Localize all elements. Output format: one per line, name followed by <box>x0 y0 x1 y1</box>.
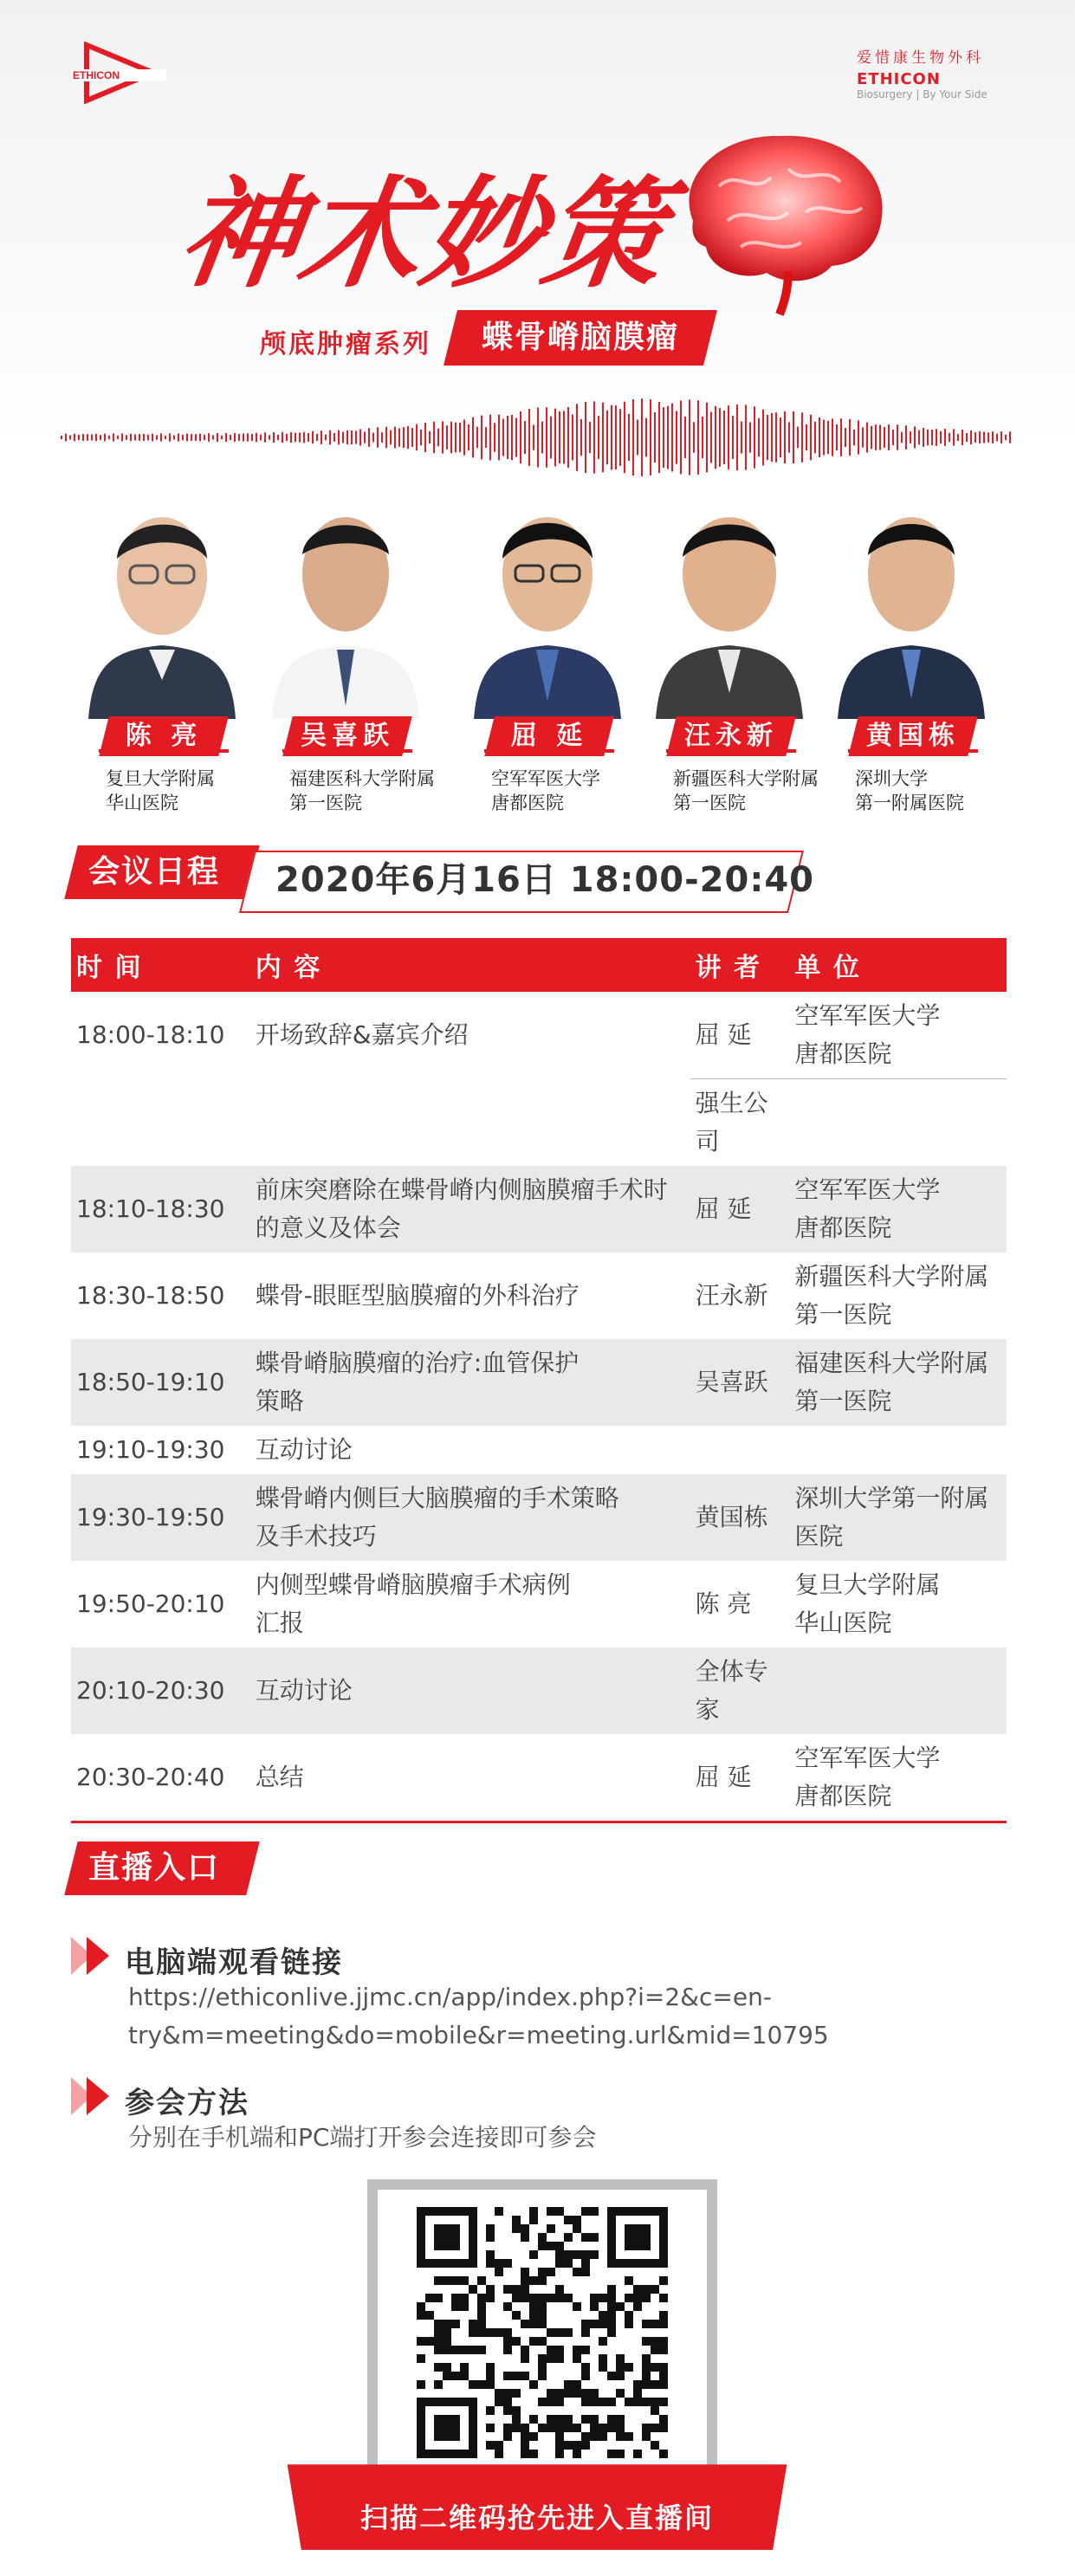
cell-speaker: 吴喜跃 <box>690 1339 790 1426</box>
speaker-card <box>457 472 638 814</box>
speakers-row <box>71 472 1007 814</box>
table-row <box>71 1734 1007 1822</box>
ethicon-logo-text: ETHICON <box>73 69 120 81</box>
double-arrow-icon <box>71 2077 116 2115</box>
speaker-name: 吴喜跃 <box>301 721 394 751</box>
live-label: 直播入口 <box>88 1850 221 1886</box>
cell-unit <box>789 1426 1007 1474</box>
series-label: 颅底肿瘤系列 <box>260 329 431 359</box>
speaker-affiliation: 唐都医院 <box>491 793 564 813</box>
cell-time <box>71 1079 250 1167</box>
cell-unit: 空军军医大学 唐都医院 <box>789 1166 1007 1252</box>
speaker-affiliation: 第一附属医院 <box>855 793 964 813</box>
cell-speaker: 屈 延 <box>690 1734 790 1822</box>
cell-unit <box>789 1647 1007 1734</box>
brand-sub2: By Your Side <box>923 88 988 100</box>
brand-sub1: Biosurgery <box>857 88 913 100</box>
pc-link-url[interactable] <box>128 1978 994 2055</box>
brain-icon <box>658 117 901 316</box>
cell-content: 内侧型蝶骨嵴脑膜瘤手术病例 汇报 <box>255 1570 571 1637</box>
cell-content: 蝶骨-眼眶型脑膜瘤的外科治疗 <box>255 1281 580 1310</box>
header-unit: 单 位 <box>789 938 1007 992</box>
cell-content: 互动讨论 <box>255 1435 353 1464</box>
speaker-affiliation: 华山医院 <box>106 793 178 813</box>
speaker-portrait <box>647 472 812 719</box>
cell-content: 前床突磨除在蝶骨嵴内侧脑膜瘤手术时的意义及体会 <box>250 1166 690 1252</box>
qr-banner <box>295 2465 780 2552</box>
cell-time: 20:10-20:30 <box>71 1647 250 1734</box>
agenda-table <box>71 938 1007 1823</box>
agenda-date: 2020年6月16日 18:00-20:40 <box>275 860 814 900</box>
agenda-label: 会议日程 <box>88 854 221 890</box>
table-row <box>71 1079 1007 1167</box>
brain-illustration <box>658 117 901 316</box>
topic-label: 蝶骨嵴脑膜瘤 <box>481 320 679 355</box>
speaker-affiliation: 第一医院 <box>673 793 746 813</box>
cell-content <box>250 1079 690 1167</box>
speaker-portrait <box>80 472 244 719</box>
cell-content: 总结 <box>250 1734 690 1822</box>
pc-link-title: 电脑端观看链接 <box>125 1945 343 1980</box>
speaker-affiliation: 新疆医科大学附属 <box>673 768 819 789</box>
cell-unit: 空军军医大学 唐都医院 <box>794 1001 941 1068</box>
speaker-card <box>255 472 437 814</box>
speaker-card <box>71 472 253 814</box>
cell-unit: 福建医科大学附属 第一医院 <box>789 1339 1007 1426</box>
table-row <box>71 1426 1007 1474</box>
cell-time: 18:30-18:50 <box>76 1281 225 1310</box>
speaker-affiliation: 复旦大学附属 <box>106 768 215 789</box>
cell-content: 蝶骨嵴内侧巨大脑膜瘤的手术策略 及手术技巧 <box>250 1474 690 1561</box>
ethicon-logo-left <box>71 38 166 107</box>
wave-icon <box>61 394 1013 481</box>
brand-en: ETHICON <box>857 70 941 88</box>
table-row <box>71 992 1007 1079</box>
speaker-affiliation: 深圳大学 <box>855 768 928 789</box>
live-tag <box>71 1841 253 1895</box>
pc-link-url-line[interactable]: try&m=meeting&do=mobile&r=meeting.url&mid=10795 <box>128 2021 829 2049</box>
table-row <box>71 1339 1007 1426</box>
table-row <box>71 1561 1007 1647</box>
pc-link-section <box>71 1937 116 1978</box>
table-row <box>71 1252 1007 1339</box>
speaker-affiliation: 第一医院 <box>289 793 362 813</box>
agenda-body <box>71 992 1007 1822</box>
ethicon-biosurgery-logo: 爱惜康生物外科 ETHICON Biosurgery | By Your Side <box>857 45 1021 100</box>
ethicon-play-icon <box>71 38 166 107</box>
speaker-card <box>638 472 820 814</box>
cell-speaker: 汪永新 <box>695 1281 768 1310</box>
brand-cn: 爱惜康生物外科 <box>857 49 984 67</box>
speaker-portrait <box>465 472 630 719</box>
table-row <box>71 1647 1007 1734</box>
speaker-card <box>820 472 1002 814</box>
cell-unit: 空军军医大学 唐都医院 <box>789 1734 1007 1822</box>
cell-time: 18:00-18:10 <box>76 1020 225 1050</box>
join-text: 分别在手机端和PC端打开参会连接即可参会 <box>128 2123 597 2152</box>
table-header-row <box>71 938 1007 992</box>
cell-time: 20:30-20:40 <box>71 1734 250 1822</box>
cell-unit: 新疆医科大学附属 第一医院 <box>794 1262 989 1329</box>
header-time: 时 间 <box>71 938 250 992</box>
cell-content: 蝶骨嵴脑膜瘤的治疗:血管保护 策略 <box>250 1339 690 1426</box>
qr-code-frame[interactable] <box>367 2179 717 2486</box>
sound-wave-decoration <box>61 394 1013 481</box>
cell-time: 19:50-20:10 <box>76 1589 225 1618</box>
speaker-name: 黄国栋 <box>866 721 960 751</box>
header-content: 内 容 <box>250 938 690 992</box>
cell-speaker: 强生公司 <box>690 1079 790 1167</box>
cell-unit <box>789 1079 1007 1167</box>
speaker-name: 屈 延 <box>510 721 588 751</box>
cell-speaker: 全体专家 <box>690 1647 790 1734</box>
table-row <box>71 1474 1007 1561</box>
cell-time: 19:30-19:50 <box>71 1474 250 1561</box>
poster-title: 神术妙策 <box>171 163 676 304</box>
cell-time: 18:50-19:10 <box>71 1339 250 1426</box>
cell-unit: 复旦大学附属 华山医院 <box>794 1570 941 1637</box>
cell-speaker: 陈 亮 <box>695 1589 752 1618</box>
join-title: 参会方法 <box>125 2086 249 2120</box>
cell-speaker <box>690 1426 790 1474</box>
cell-content: 开场致辞&嘉宾介绍 <box>255 1020 469 1050</box>
speaker-name: 汪永新 <box>684 721 778 751</box>
pc-link-url-line[interactable]: https://ethiconlive.jjmc.cn/app/index.php?i=2&c=en- <box>128 1983 772 2011</box>
cell-time: 19:10-19:30 <box>76 1435 225 1464</box>
cell-speaker: 屈 延 <box>690 1166 790 1252</box>
agenda-tag <box>71 845 253 899</box>
speaker-name: 陈 亮 <box>125 721 203 751</box>
table-row <box>71 1166 1007 1252</box>
join-section <box>71 2077 116 2119</box>
qr-caption: 扫描二维码抢先进入直播间 <box>359 2502 714 2534</box>
cell-speaker: 屈 延 <box>695 1020 752 1049</box>
speaker-portrait <box>263 472 428 719</box>
speaker-portrait <box>829 472 994 719</box>
cell-time: 18:10-18:30 <box>71 1166 250 1252</box>
cell-unit: 深圳大学第一附属 医院 <box>789 1474 1007 1561</box>
speaker-affiliation: 空军军医大学 <box>491 768 600 789</box>
cell-speaker: 黄国栋 <box>690 1474 790 1561</box>
qr-code-icon[interactable] <box>399 2203 685 2463</box>
cell-content: 互动讨论 <box>250 1647 690 1734</box>
speaker-affiliation: 福建医科大学附属 <box>289 768 435 789</box>
header-speaker: 讲 者 <box>690 938 790 992</box>
double-arrow-icon <box>71 1937 116 1975</box>
